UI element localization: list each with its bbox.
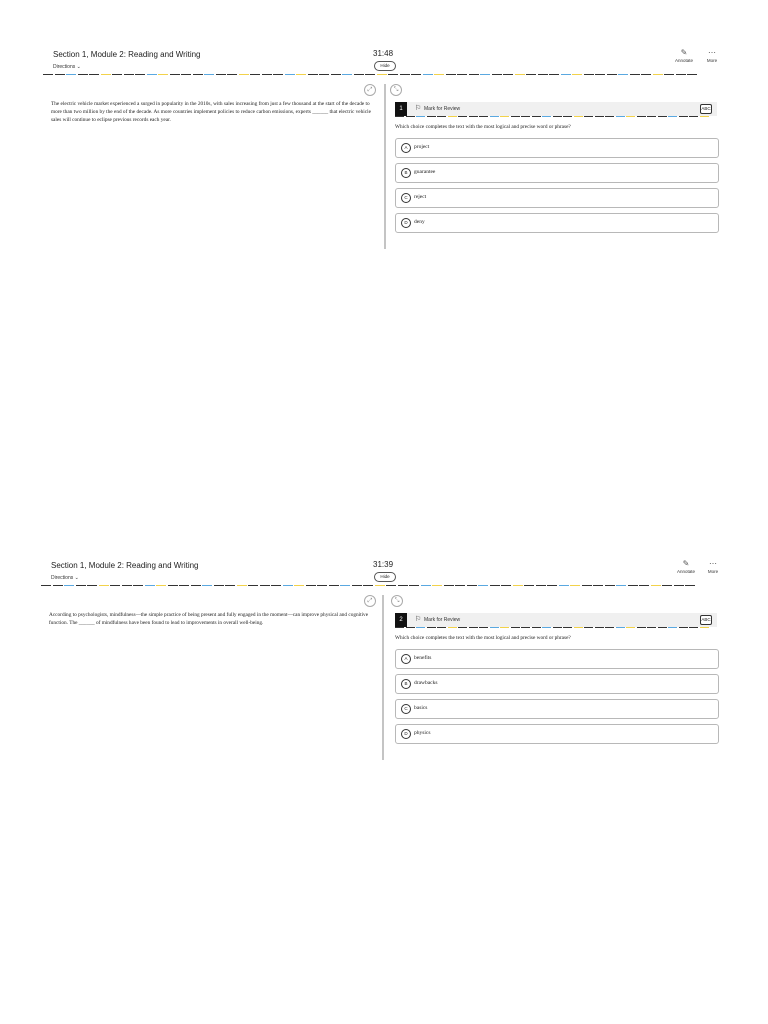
ellipsis-icon: ⋯ xyxy=(708,48,716,57)
progress-dash xyxy=(457,74,467,75)
progress-dash xyxy=(271,585,281,586)
progress-dash xyxy=(605,116,614,117)
exam-screen-2 xyxy=(41,555,726,760)
progress-dash xyxy=(308,74,318,75)
progress-dash xyxy=(647,116,656,117)
progress-dash xyxy=(572,74,582,75)
progress-dash xyxy=(427,627,436,628)
progress-dash xyxy=(584,627,593,628)
progress-dash xyxy=(595,74,605,75)
answer-choice-a[interactable] xyxy=(395,649,719,669)
choice-text: project xyxy=(414,144,430,150)
progress-dash xyxy=(437,627,446,628)
hide-timer-button[interactable]: Hide xyxy=(374,572,396,582)
progress-dash xyxy=(448,116,457,117)
progress-dash xyxy=(559,585,569,586)
progress-dash xyxy=(582,585,592,586)
progress-dash xyxy=(317,585,327,586)
annotate-label: Annotate xyxy=(674,58,693,63)
expand-passage-icon[interactable]: ⤢ xyxy=(364,595,376,607)
header-dashed-divider xyxy=(41,585,726,587)
progress-dash xyxy=(340,585,350,586)
choice-text: basics xyxy=(414,705,428,711)
choice-letter: B xyxy=(401,679,411,689)
timer: 31:39 xyxy=(373,560,394,569)
progress-dash xyxy=(43,74,53,75)
progress-dash xyxy=(700,627,709,628)
progress-dash xyxy=(574,627,583,628)
timer: 31:48 xyxy=(373,49,394,58)
progress-dash xyxy=(225,585,235,586)
progress-dash xyxy=(294,585,304,586)
progress-dash xyxy=(605,627,614,628)
exam-header xyxy=(41,555,726,585)
progress-dash xyxy=(479,627,488,628)
progress-dash xyxy=(616,627,625,628)
progress-dash xyxy=(458,116,467,117)
progress-dash xyxy=(78,74,88,75)
progress-dash xyxy=(124,74,134,75)
progress-dash xyxy=(668,116,677,117)
progress-dash xyxy=(679,627,688,628)
progress-dash xyxy=(409,585,419,586)
progress-dash xyxy=(448,627,457,628)
progress-dash xyxy=(618,74,628,75)
progress-dash xyxy=(352,585,362,586)
chevron-down-icon: ⌄ xyxy=(74,575,79,581)
progress-dash xyxy=(319,74,329,75)
progress-dash xyxy=(479,116,488,117)
pencil-icon: ✎ xyxy=(682,559,690,568)
progress-dash xyxy=(607,74,617,75)
progress-dash xyxy=(547,585,557,586)
progress-dash xyxy=(260,585,270,586)
progress-dash xyxy=(490,585,500,586)
progress-dash xyxy=(87,585,97,586)
progress-dash xyxy=(377,74,387,75)
progress-dash xyxy=(423,74,433,75)
progress-dash xyxy=(500,116,509,117)
mark-for-review-button[interactable]: Mark for Review xyxy=(424,106,461,112)
progress-dash xyxy=(411,74,421,75)
progress-dash xyxy=(480,74,490,75)
progress-dash xyxy=(553,116,562,117)
progress-dash xyxy=(536,585,546,586)
question-number: 2 xyxy=(395,613,407,627)
directions-dropdown[interactable] xyxy=(53,64,81,70)
progress-dash xyxy=(532,627,541,628)
progress-dash xyxy=(432,585,442,586)
directions-label: Directions xyxy=(53,64,76,70)
progress-dash xyxy=(469,116,478,117)
choice-letter: D xyxy=(401,729,411,739)
progress-dash xyxy=(458,627,467,628)
progress-dash xyxy=(53,585,63,586)
progress-dash xyxy=(542,116,551,117)
annotate-label: Annotate xyxy=(676,569,695,574)
choice-text: deny xyxy=(414,219,425,225)
progress-dash xyxy=(570,585,580,586)
choice-letter: B xyxy=(401,168,411,178)
collapse-panel-icon[interactable]: ⤡ xyxy=(391,595,403,607)
progress-dash xyxy=(41,585,51,586)
progress-dash xyxy=(513,585,523,586)
progress-dash xyxy=(55,74,65,75)
progress-dash xyxy=(563,627,572,628)
progress-dash xyxy=(446,74,456,75)
question-prompt: Which choice completes the text with the most logical and precise word or phrase? xyxy=(395,124,571,130)
pencil-icon: ✎ xyxy=(680,48,688,57)
section-title: Section 1, Module 2: Reading and Writing xyxy=(53,50,201,59)
progress-dash xyxy=(416,116,425,117)
choice-text: physics xyxy=(414,730,431,736)
progress-dash xyxy=(700,116,709,117)
progress-dash xyxy=(538,74,548,75)
progress-dash xyxy=(605,585,615,586)
progress-dash xyxy=(262,74,272,75)
ellipsis-icon: ⋯ xyxy=(709,559,717,568)
progress-dash xyxy=(639,585,649,586)
choice-letter: A xyxy=(401,654,411,664)
progress-dash xyxy=(406,627,415,628)
passage-text: The electric vehicle market experienced a surged in popularity in the 2010s, with sales increasing from just a few thousand at the start of the decade to more than two million by the end of the decade. As more countries implement policies to reduce carbon emissions, experts ______ that electric vehicle sales will continue to eclipse previous records each year. xyxy=(51,101,371,123)
question-number: 1 xyxy=(395,102,407,116)
progress-dash xyxy=(653,74,663,75)
more-label: More xyxy=(706,58,718,63)
strikethrough-abc-icon[interactable]: ABC xyxy=(700,615,712,625)
bookmark-icon[interactable]: ⚐ xyxy=(415,105,422,112)
progress-dash xyxy=(532,116,541,117)
progress-dash xyxy=(285,74,295,75)
progress-dash xyxy=(521,116,530,117)
progress-dash xyxy=(626,627,635,628)
progress-dash xyxy=(375,585,385,586)
progress-dash xyxy=(595,116,604,117)
progress-dash xyxy=(524,585,534,586)
progress-dash xyxy=(133,585,143,586)
progress-dash xyxy=(687,74,697,75)
progress-dash xyxy=(437,116,446,117)
choice-letter: C xyxy=(401,704,411,714)
progress-dash xyxy=(248,585,258,586)
progress-dash xyxy=(490,116,499,117)
progress-dash xyxy=(110,585,120,586)
answer-choice-b[interactable] xyxy=(395,674,719,694)
progress-dash xyxy=(273,74,283,75)
section-title: Section 1, Module 2: Reading and Writing xyxy=(51,561,199,570)
progress-dash xyxy=(689,627,698,628)
answer-choice-c[interactable] xyxy=(395,188,719,208)
progress-dash xyxy=(158,74,168,75)
progress-dash xyxy=(676,74,686,75)
header-dashed-divider xyxy=(43,74,726,76)
more-button[interactable] xyxy=(701,559,725,574)
progress-dash xyxy=(76,585,86,586)
progress-dash xyxy=(515,74,525,75)
progress-dash xyxy=(237,585,247,586)
choice-letter: C xyxy=(401,193,411,203)
progress-dash xyxy=(503,74,513,75)
progress-dash xyxy=(542,627,551,628)
progress-dash xyxy=(250,74,260,75)
progress-dash xyxy=(664,74,674,75)
answer-choice-b[interactable] xyxy=(395,163,719,183)
progress-dash xyxy=(388,74,398,75)
progress-dash xyxy=(637,627,646,628)
progress-dash xyxy=(191,585,201,586)
more-label: More xyxy=(707,569,719,574)
progress-dash xyxy=(395,116,404,117)
progress-dash xyxy=(145,585,155,586)
progress-dash xyxy=(455,585,465,586)
progress-dash xyxy=(549,74,559,75)
question-dashed-divider xyxy=(395,116,717,118)
question-header-bar xyxy=(395,102,717,116)
answer-choice-a[interactable] xyxy=(395,138,719,158)
progress-dash xyxy=(658,116,667,117)
choice-letter: D xyxy=(401,218,411,228)
progress-dash xyxy=(112,74,122,75)
directions-dropdown[interactable] xyxy=(51,575,79,581)
progress-dash xyxy=(662,585,672,586)
progress-dash xyxy=(511,627,520,628)
progress-dash xyxy=(444,585,454,586)
progress-dash xyxy=(500,627,509,628)
pane-divider[interactable] xyxy=(382,595,384,760)
progress-dash xyxy=(674,585,684,586)
progress-dash xyxy=(214,585,224,586)
exam-header xyxy=(43,44,726,74)
progress-dash xyxy=(685,585,695,586)
choice-text: guarantee xyxy=(414,169,436,175)
question-prompt: Which choice completes the text with the most logical and precise word or phrase? xyxy=(395,635,571,641)
progress-dash xyxy=(386,585,396,586)
more-button[interactable] xyxy=(700,48,724,63)
progress-dash xyxy=(227,74,237,75)
progress-dash xyxy=(492,74,502,75)
progress-dash xyxy=(689,116,698,117)
choice-text: benefits xyxy=(414,655,432,661)
progress-dash xyxy=(478,585,488,586)
progress-dash xyxy=(329,585,339,586)
progress-dash xyxy=(637,116,646,117)
progress-dash xyxy=(193,74,203,75)
progress-dash xyxy=(398,585,408,586)
bookmark-icon[interactable]: ⚐ xyxy=(415,616,422,623)
progress-dash xyxy=(101,74,111,75)
progress-dash xyxy=(679,116,688,117)
hide-timer-button[interactable]: Hide xyxy=(374,61,396,71)
chevron-down-icon: ⌄ xyxy=(76,64,81,70)
progress-dash xyxy=(616,585,626,586)
passage-text: According to psychologists, mindfulness—the simple practice of being present and fully engaged in the moment—can improve physical and cognitive function. The ______ of mindfulness have been found to lead to improvements in overall well-being. xyxy=(49,612,369,626)
progress-dash xyxy=(421,585,431,586)
progress-dash xyxy=(296,74,306,75)
progress-dash xyxy=(427,116,436,117)
progress-dash xyxy=(363,585,373,586)
progress-dash xyxy=(521,627,530,628)
progress-dash xyxy=(66,74,76,75)
strikethrough-abc-icon[interactable]: ABC xyxy=(700,104,712,114)
progress-dash xyxy=(239,74,249,75)
progress-dash xyxy=(89,74,99,75)
progress-dash xyxy=(469,74,479,75)
progress-dash xyxy=(168,585,178,586)
mark-for-review-button[interactable]: Mark for Review xyxy=(424,617,461,623)
progress-dash xyxy=(64,585,74,586)
progress-dash xyxy=(434,74,444,75)
question-dashed-divider xyxy=(395,627,717,629)
progress-dash xyxy=(170,74,180,75)
progress-dash xyxy=(501,585,511,586)
progress-dash xyxy=(400,74,410,75)
progress-dash xyxy=(99,585,109,586)
progress-dash xyxy=(181,74,191,75)
question-header-bar xyxy=(395,613,717,627)
progress-dash xyxy=(342,74,352,75)
progress-dash xyxy=(595,627,604,628)
progress-dash xyxy=(469,627,478,628)
progress-dash xyxy=(135,74,145,75)
choice-letter: A xyxy=(401,143,411,153)
progress-dash xyxy=(331,74,341,75)
progress-dash xyxy=(658,627,667,628)
exam-screen-1 xyxy=(43,44,726,249)
progress-dash xyxy=(147,74,157,75)
progress-dash xyxy=(561,74,571,75)
progress-dash xyxy=(156,585,166,586)
progress-dash xyxy=(395,627,404,628)
progress-dash xyxy=(553,627,562,628)
collapse-panel-icon[interactable]: ⤡ xyxy=(390,84,402,96)
progress-dash xyxy=(647,627,656,628)
answer-choice-d[interactable] xyxy=(395,213,719,233)
progress-dash xyxy=(641,74,651,75)
progress-dash xyxy=(593,585,603,586)
progress-dash xyxy=(511,116,520,117)
progress-dash xyxy=(563,116,572,117)
progress-dash xyxy=(365,74,375,75)
progress-dash xyxy=(574,116,583,117)
progress-dash xyxy=(630,74,640,75)
progress-dash xyxy=(626,116,635,117)
progress-dash xyxy=(616,116,625,117)
progress-dash xyxy=(584,116,593,117)
progress-dash xyxy=(202,585,212,586)
progress-dash xyxy=(216,74,226,75)
progress-dash xyxy=(651,585,661,586)
progress-dash xyxy=(490,627,499,628)
directions-label: Directions xyxy=(51,575,74,581)
progress-dash xyxy=(628,585,638,586)
answer-choice-c[interactable] xyxy=(395,699,719,719)
progress-dash xyxy=(668,627,677,628)
progress-dash xyxy=(204,74,214,75)
progress-dash xyxy=(584,74,594,75)
expand-passage-icon[interactable]: ⤢ xyxy=(364,84,376,96)
progress-dash xyxy=(406,116,415,117)
pane-divider[interactable] xyxy=(384,84,386,249)
progress-dash xyxy=(283,585,293,586)
progress-dash xyxy=(526,74,536,75)
choice-text: reject xyxy=(414,194,427,200)
answer-choice-d[interactable] xyxy=(395,724,719,744)
progress-dash xyxy=(467,585,477,586)
progress-dash xyxy=(179,585,189,586)
progress-dash xyxy=(122,585,132,586)
annotate-button[interactable] xyxy=(672,48,696,63)
annotate-button[interactable] xyxy=(674,559,698,574)
progress-dash xyxy=(416,627,425,628)
progress-dash xyxy=(306,585,316,586)
choice-text: drawbacks xyxy=(414,680,438,686)
progress-dash xyxy=(354,74,364,75)
